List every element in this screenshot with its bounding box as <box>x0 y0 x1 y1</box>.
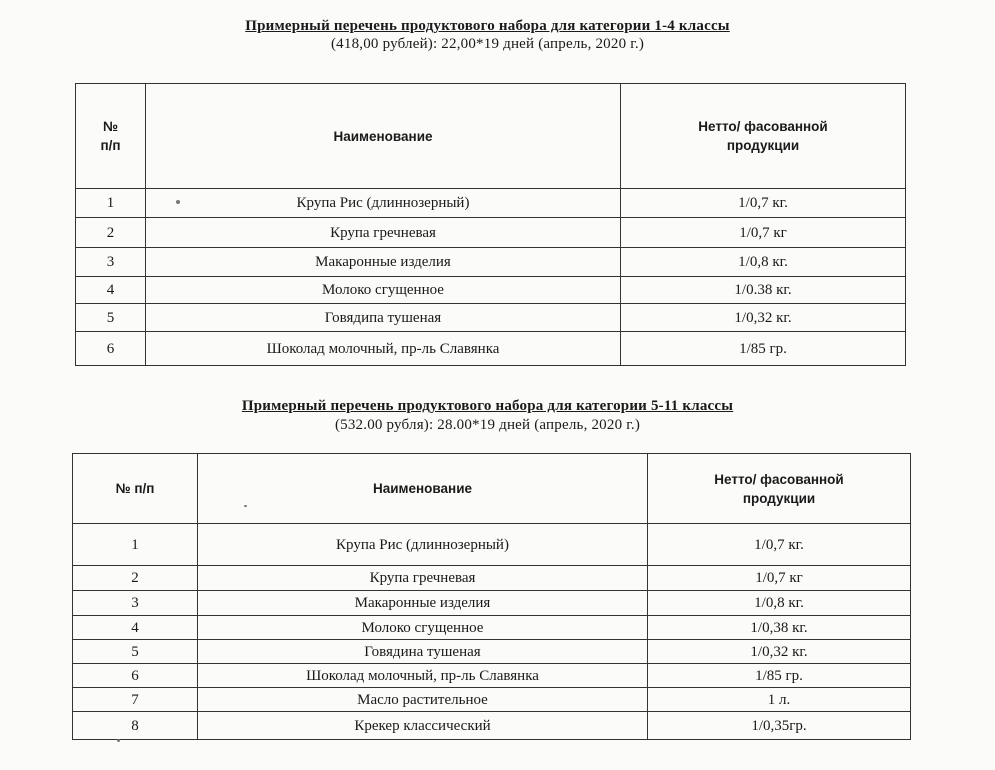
table-row <box>73 712 911 740</box>
row-num: 4 <box>76 277 146 304</box>
row-net: 1/0,32 кг. <box>648 640 911 664</box>
row-num: 3 <box>76 248 146 277</box>
header-net: Нетто/ фасованной продукции <box>621 84 906 189</box>
table-row <box>73 664 911 688</box>
table-row <box>73 688 911 712</box>
table-row <box>76 218 906 248</box>
row-net: 1/85 гр. <box>621 332 906 366</box>
row-num: 3 <box>73 591 198 616</box>
section1-subtitle: (418,00 рублей): 22,00*19 дней (апрель, 2020 г.) <box>330 36 645 52</box>
row-num: 8 <box>73 712 198 740</box>
row-net: 1/0,7 кг <box>648 566 911 591</box>
row-num: 1 <box>73 524 198 566</box>
row-num: 6 <box>73 664 198 688</box>
table-header-row <box>76 84 906 189</box>
section1-table <box>75 83 906 366</box>
row-name: Молоко сгущенное <box>146 277 621 304</box>
scan-speck <box>176 200 180 204</box>
table-row <box>73 566 911 591</box>
table-row <box>73 640 911 664</box>
scan-speck <box>117 739 120 742</box>
row-num: 1 <box>76 189 146 218</box>
table-row <box>76 277 906 304</box>
header-name: Наименование <box>198 454 648 524</box>
row-name: Крупа гречневая <box>198 566 648 591</box>
row-num: 2 <box>73 566 198 591</box>
row-num: 7 <box>73 688 198 712</box>
table-row <box>76 304 906 332</box>
row-name: Масло растительное <box>198 688 648 712</box>
header-num: № п/п <box>73 454 198 524</box>
row-num: 2 <box>76 218 146 248</box>
row-num: 5 <box>73 640 198 664</box>
row-net: 1/0,38 кг. <box>648 616 911 640</box>
row-name: Говядина тушеная <box>198 640 648 664</box>
table-row <box>76 189 906 218</box>
table-header-row <box>73 454 911 524</box>
header-num: № п/п <box>76 84 146 189</box>
table-row <box>76 248 906 277</box>
row-net: 1 л. <box>648 688 911 712</box>
row-name: Крупа Рис (длиннозерный) <box>146 189 621 218</box>
row-net: 1/0,7 кг. <box>621 189 906 218</box>
table-row <box>73 524 911 566</box>
scan-speck <box>244 505 247 507</box>
row-net: 1/0,8 кг. <box>621 248 906 277</box>
row-net: 1/0,32 кг. <box>621 304 906 332</box>
row-name: Макаронные изделия <box>146 248 621 277</box>
section2-subtitle: (532.00 рубля): 28.00*19 дней (апрель, 2020 г.) <box>334 417 641 433</box>
row-name: Макаронные изделия <box>198 591 648 616</box>
header-name: Наименование <box>146 84 621 189</box>
section1-title: Примерный перечень продуктового набора для категории 1-4 классы <box>245 18 730 34</box>
row-num: 6 <box>76 332 146 366</box>
row-name: Молоко сгущенное <box>198 616 648 640</box>
row-num: 4 <box>73 616 198 640</box>
row-name: Шоколад молочный, пр-ль Славянка <box>198 664 648 688</box>
row-name: Шоколад молочный, пр-ль Славянка <box>146 332 621 366</box>
row-name: Крекер классический <box>198 712 648 740</box>
header-net: Нетто/ фасованной продукции <box>648 454 911 524</box>
table-row <box>76 332 906 366</box>
row-num: 5 <box>76 304 146 332</box>
row-name: Крупа гречневая <box>146 218 621 248</box>
table-row <box>73 591 911 616</box>
row-net: 1/0,35гр. <box>648 712 911 740</box>
table-row <box>73 616 911 640</box>
row-net: 1/85 гр. <box>648 664 911 688</box>
row-name: Говядипа тушеная <box>146 304 621 332</box>
row-net: 1/0,8 кг. <box>648 591 911 616</box>
section2-table <box>72 453 911 740</box>
row-name: Крупа Рис (длиннозерный) <box>198 524 648 566</box>
section2-title: Примерный перечень продуктового набора для категории 5-11 классы <box>241 398 734 414</box>
row-net: 1/0.38 кг. <box>621 277 906 304</box>
row-net: 1/0,7 кг. <box>648 524 911 566</box>
row-net: 1/0,7 кг <box>621 218 906 248</box>
